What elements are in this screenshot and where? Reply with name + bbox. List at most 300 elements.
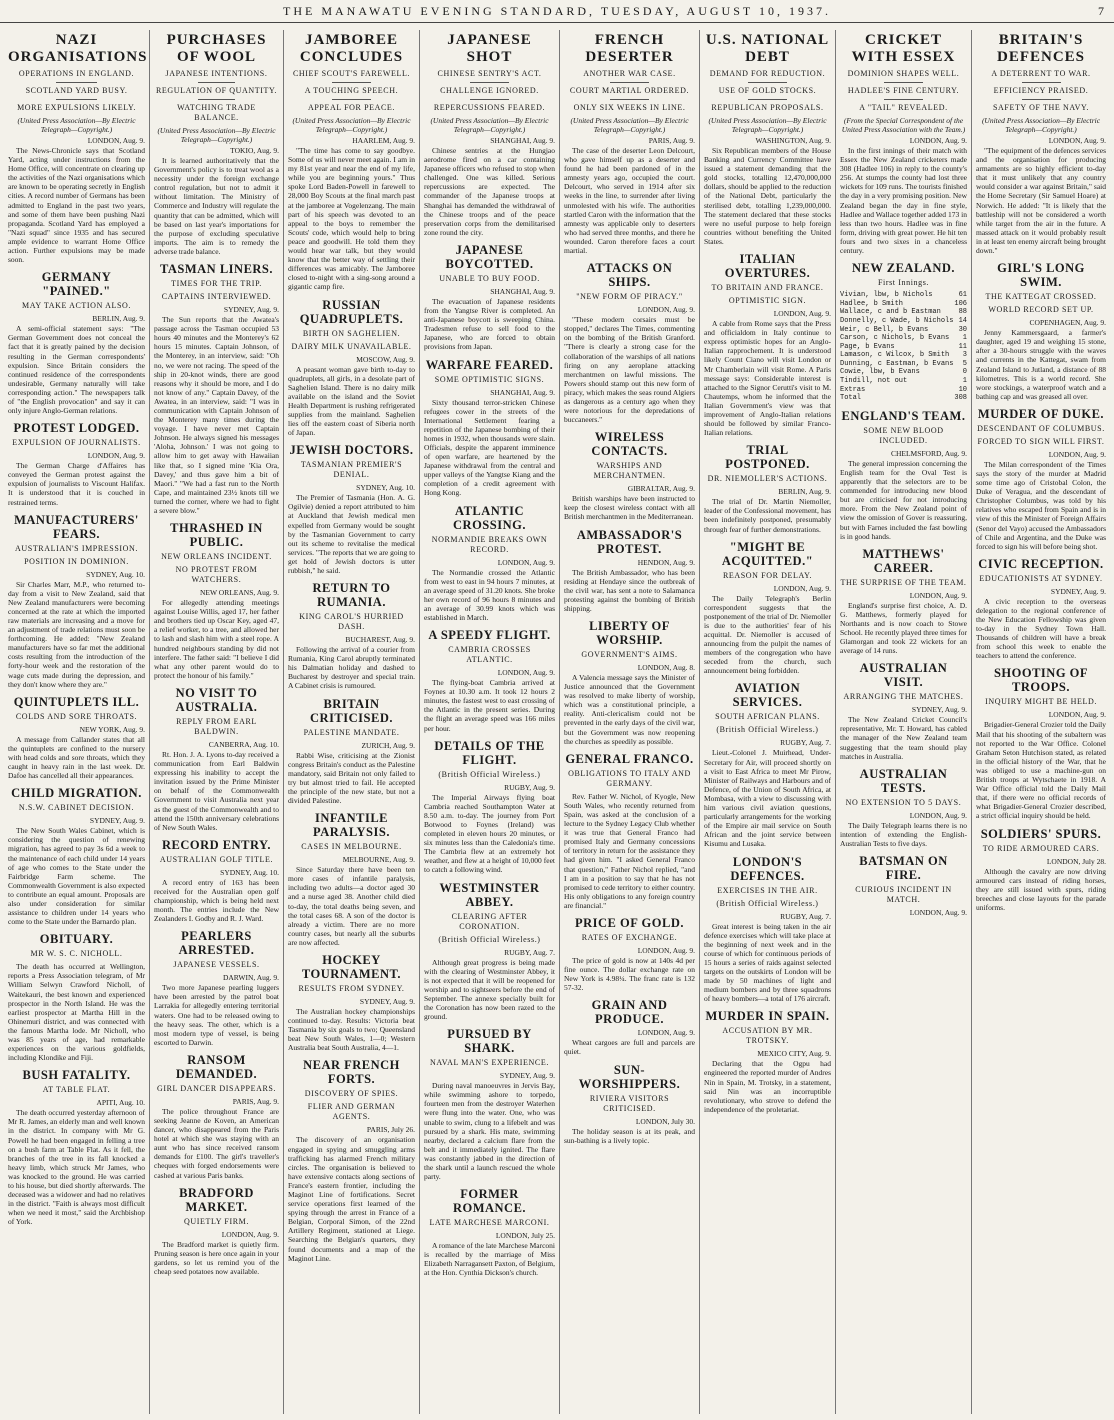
article-headline: BRITAIN CRITICISED. xyxy=(310,696,393,725)
article-dateline: SYDNEY, Aug. 9. xyxy=(223,305,279,315)
article xyxy=(704,681,831,848)
article-subheading: MAY TAKE ACTION ALSO. xyxy=(21,301,131,311)
article-headline: A SPEEDY FLIGHT. xyxy=(428,628,551,643)
page-number: 7 xyxy=(1098,4,1104,18)
article-subheading: WATCHING TRADE BALANCE. xyxy=(177,103,256,122)
article-subheading: AUSTRALIAN'S IMPRESSION. xyxy=(15,543,138,553)
article-subheading: OPTIMISTIC SIGN. xyxy=(728,296,807,306)
divider-rule xyxy=(884,99,922,100)
article xyxy=(8,421,145,506)
article-subheading: OPERATIONS IN ENGLAND. xyxy=(18,69,135,78)
article xyxy=(976,407,1106,551)
article-subheading: RATES OF EXCHANGE. xyxy=(581,932,678,942)
divider-rule xyxy=(198,99,236,100)
article-headline: SHOOTING OF TROOPS. xyxy=(993,666,1089,695)
article-dateline: BUCHAREST, Aug. 9. xyxy=(345,635,415,645)
article-headline: CIVIC RECEPTION. xyxy=(978,556,1104,571)
article-body: The Daily Telegraph's Berlin correspondent suggests that the postponement of the trial of Dr. Niemoller is due to the authorities' fear of his acquittal. Dr. Niemoller is accused of announcing from the pulpit the names of members of the congregation who have seceded from the church, such announcement being forbidden. xyxy=(704,593,831,676)
article-headline: GIRL'S LONG SWIM. xyxy=(997,261,1085,290)
scorecard-row xyxy=(840,291,967,300)
article-body: Wheat cargoes are full and parcels are quiet. xyxy=(564,1038,695,1057)
article-dateline: PARIS, Aug. 9. xyxy=(648,136,695,145)
article-subheading: N.S.W. CABINET DECISION. xyxy=(18,803,135,813)
article xyxy=(564,528,695,613)
article-subheading: NAVAL MAN'S EXPERIENCE. xyxy=(430,1058,549,1068)
article-body: Jenny Kammersgaard, a farmer's daughter, aged 19 and weighing 15 stone, after a 30-hours struggle with the waves and currents in the Kattegat, swam from Zealand Island to Jutland, a distance of 88 kilometres. This is a world record. She wore stockings, a waterproof watch and a bathing cap and was greased all over. xyxy=(976,328,1106,401)
batsman: Weir, c Bell, b Evans xyxy=(840,325,929,334)
article-subheading: DOMINION SHAPES WELL. xyxy=(847,69,960,78)
article-body: Lieut.-Colonel J. Muirhead, Under-Secretary for Air, will proceed shortly on a visit to East Africa to meet Mr Pirow, Minister of Railways and Harbours and of Defence, of the Union of South Africa, at Mombasa, with a view to discussing with him various civil aviation questions, particularly arrangements for the working of the Empire air mail service on South African and the joint service between Kisumu and Lusaka. xyxy=(704,748,831,849)
article-subheading: THE KATTEGAT CROSSED. xyxy=(985,292,1097,302)
article xyxy=(564,430,695,521)
article xyxy=(154,838,279,923)
article xyxy=(704,443,831,533)
article-headline: "MIGHT BE ACQUITTED." xyxy=(721,539,814,568)
article-dateline: LONDON, Aug. 9. xyxy=(87,451,145,461)
article xyxy=(840,32,967,255)
article-headline: SOLDIERS' SPURS. xyxy=(980,826,1102,841)
article-headline: PEARLERS ARRESTED. xyxy=(178,929,255,958)
article-subheading: EXPULSION OF JOURNALISTS. xyxy=(12,438,141,448)
article-dateline: SYDNEY, Aug. 9. xyxy=(499,1071,555,1081)
article-subheading: THE SURPRISE OF THE TEAM. xyxy=(840,577,967,587)
article-subheading: AT TABLE FLAT. xyxy=(42,1085,111,1095)
article xyxy=(840,409,967,541)
article-body: The death occurred yesterday afternoon of Mr R. James, an elderly man and well known in the district. In company with Mr G. Powell he had been engaged in felling a tree on a bush farm at Table Flat. As it fell, the branches of the tree in its fall knocked a heavy limb, which struck Mr James, who was knocked to the ground. He was carried to his house, but died shortly afterwards. The deceased was a widower and had no relatives in the district. "Faith is always most difficult when we need it most," said the Archbishop of York. xyxy=(8,1108,145,1227)
article-body: Sir Charles Marr, M.P., who returned to-day from a visit to New Zealand, said that New Zealand manufacturers were becoming concerned at the rate at which the imported raw materials are increasing and a move for an adjustment of trade relations must soon be forthcoming. He added: "New Zealand manufacturers have so far met the additional costs resulting from the introduction of the forty-hour week and the restoration of the wage cuts made during the depression, and they don't know where they are." xyxy=(8,579,145,689)
article-body: Rt. Hon. J. A. Lyons to-day received a communication from Earl Baldwin expressing his inability to accept the invitation issued by the Prime Minister on behalf of the Commonwealth Government to visit Australia next year as the guest of the Commonwealth and to attend the 150th anniversary celebrations of New South Wales. xyxy=(154,749,279,832)
article xyxy=(976,666,1106,820)
batsman: Lamason, c Wilcox, b Smith xyxy=(840,351,950,360)
article-headline: CHILD MIGRATION. xyxy=(11,786,142,801)
article xyxy=(424,504,555,623)
article-headline: MANUFACTURERS' FEARS. xyxy=(14,512,139,541)
article-body: England's surprise first choice, A. D. G. Matthews, formerly played for Northants and is now coach to Stowe School. He recently played three times for Glamorgan and took 22 wickets for an average of 14 runs. xyxy=(840,600,967,656)
article-subheading: ARRANGING THE MATCHES. xyxy=(843,692,964,702)
article-subheading: GOVERNMENT'S AIMS. xyxy=(581,650,678,659)
article-subheading: MORE EXPULSIONS LIKELY. xyxy=(17,103,136,112)
article xyxy=(154,686,279,832)
scorecard-subheading: First Innings. xyxy=(877,278,930,288)
runs: 3 xyxy=(962,351,967,360)
article-headline: MURDER IN SPAIN. xyxy=(705,1009,830,1024)
article-body: In the first innings of their match with Essex the New Zealand cricketers made 308 (Hadlee 106) in reply to the county's 256. At stumps the county had lost three wickets for 109 runs. The tourists finished the day in a very promising position. New Zealand began the day in fine style, Hadlee and Wallace together added 173 in less than two hours. Hadlee was in fine form, driving with great power. He hit ten fours and two sixes in a chanceless century. xyxy=(840,146,967,256)
article xyxy=(704,540,831,676)
article-headline: BRADFORD MARKET. xyxy=(179,1185,254,1214)
article-headline: PRICE OF GOLD. xyxy=(575,915,684,930)
article-body: The Sun reports that the Awatea's passage across the Tasman occupied 53 hours 40 minutes and the Monterey's 62 hours 15 minutes. Captain Johnson, of the Monterey, in an interview, said: "Oh no, we were not racing. The speed of the ship in 20-knot winds, there are good reasons why it should be more, and I do not know of any." Captain Davey, of the Awatea, in an interview, said: "I was in communication with Captain Johnson of the Monterey many times during the voyage. I have never met Captain Johnson. He always signed his messages 'Aloha, Johnson.' I was not going to allow him to get away with Hawaiian like that, so I signed mine 'Kia Ora, Davey,' and thus gave him a bit of Maori." "We had a fast run to the North Cape, and maintained 23½ knots till we turned the corner, where we had to fight a severe blow." xyxy=(154,315,279,515)
divider-rule xyxy=(470,82,509,83)
runs: 88 xyxy=(958,308,967,317)
article-subheading: CURIOUS INCIDENT IN MATCH. xyxy=(855,885,952,904)
article-subheading: INQUIRY MIGHT BE HELD. xyxy=(985,697,1097,707)
article xyxy=(424,628,555,733)
scorecard-row xyxy=(840,386,967,395)
divider-rule xyxy=(884,82,922,83)
article-body: Although great progress is being made with the clearing of Westminster Abbey, it is not expected that it will be reopened for worship and to sightseers before the end of September. The annexe specially built for the Coronation has now been razed to the ground. xyxy=(424,957,555,1022)
article-subheading: TO RIDE ARMOURED CARS. xyxy=(982,843,1100,853)
article-body: The Imperial Airways flying boat Cambria reached Southampton Water at 8.50 a.m. to-day. The journey from Port Botwood to Foynes (Ireland) was completed in eleven hours 20 minutes, or six minutes less than the Caledonia's time. The Cambria flew at an extremely hot weather, and flew at a height of 10,000 feet to catch a following wind. xyxy=(424,792,555,875)
article-dateline: WASHINGTON, Aug. 9. xyxy=(755,136,831,145)
article-subheading: USE OF GOLD STOCKS. xyxy=(718,86,817,95)
article-subheading: SCOTLAND YARD BUSY. xyxy=(25,86,128,95)
masthead-title: THE MANAWATU EVENING STANDARD, TUESDAY, AUGUST 10, 1937. xyxy=(283,4,831,18)
article-subheading: GIRL DANCER DISAPPEARS. xyxy=(156,1083,277,1093)
article-body: The Bradford market is quietly firm. Pruning season is here once again in your gardens, so let us remind you of the cheap seed potatoes now available. xyxy=(154,1239,279,1276)
article-dateline: LONDON, Aug. 9. xyxy=(637,305,695,315)
runs: 14 xyxy=(958,316,967,325)
article xyxy=(154,32,279,256)
article xyxy=(424,358,555,498)
article-headline: ATTACKS ON SHIPS. xyxy=(586,261,673,290)
article-subheading: WORLD RECORD SET UP. xyxy=(988,305,1094,315)
article-subheading: HADLEE'S FINE CENTURY. xyxy=(847,86,960,95)
column-4 xyxy=(420,30,560,1414)
article-headline: JAMBOREE CONCLUDES xyxy=(299,32,404,65)
article xyxy=(288,1058,415,1262)
article-dateline: NEW ORLEANS, Aug. 9. xyxy=(199,588,279,598)
article-headline: RETURN TO RUMANIA. xyxy=(312,581,391,610)
article-subheading: POSITION IN DOMINION. xyxy=(24,556,129,566)
article-body: The Daily Telegraph learns there is no intention of extending the English-Australian Tests to five days. xyxy=(840,820,967,848)
article-headline: INFANTILE PARALYSIS. xyxy=(313,811,390,840)
article xyxy=(976,32,1106,255)
article-dateline: LONDON, Aug. 9. xyxy=(773,309,831,319)
article xyxy=(424,243,555,352)
runs: 11 xyxy=(958,342,967,351)
article-dateline: RUGBY, Aug. 7. xyxy=(780,911,831,921)
article-subheading: REPERCUSSIONS FEARED. xyxy=(433,103,546,112)
scorecard-row xyxy=(840,326,967,335)
article-subheading: REPLY FROM EARL BALDWIN. xyxy=(176,716,257,736)
article-dateline: LONDON, Aug. 9. xyxy=(497,557,555,567)
column-5 xyxy=(560,30,700,1414)
divider-rule xyxy=(198,82,236,83)
article-subheading: CAPTAINS INTERVIEWED. xyxy=(161,292,272,302)
article-dateline: LONDON, July 25. xyxy=(495,1231,555,1241)
article-body: A romance of the late Marchese Marconi is recalled by the marriage of Miss Elizabeth Narragansett Paxton, of Belgium, at the Hon. Cynthia Dickson's church. xyxy=(424,1241,555,1278)
article-headline: WESTMINSTER ABBEY. xyxy=(439,880,540,909)
article-subheading: AUSTRALIAN GOLF TITLE. xyxy=(159,854,274,864)
article-dateline: ZURICH, Aug. 9. xyxy=(361,740,415,750)
article-credit: (United Press Association—By Electric Telegraph—Copyright.) xyxy=(292,116,411,134)
article xyxy=(8,695,145,780)
article-headline: RANSOM DEMANDED. xyxy=(175,1052,258,1081)
article-headline: PURSUED BY SHARK. xyxy=(447,1027,532,1056)
article-dateline: SYDNEY, Aug. 10. xyxy=(86,569,145,579)
article-dateline: SYDNEY, Aug. 9. xyxy=(359,996,415,1006)
article-body: A semi-official statement says: "The German Government does not conceal the fact that it is greatly pained by the decision resulting in the German correspondents' expulsion. Since Britain considers the continued residence of the correspondents undesirable, Germany naturally will take corresponding action." The newspapers talk of "the English provocation" and say it can only injure Anglo-German relations. xyxy=(8,324,145,416)
article-body: The discovery of an organisation engaged in spying and smuggling arms trafficking has alarmed French military circles. The organisation is believed to have extensive contacts along sections of France's eastern frontier, including the Maginot Line of fortifications. Secret service operations first learned of the spying through the arrest in France of a Belgian, Corporal Simon, of the 22nd Artillery Regiment, stationed at Liege. Searching the Belgian's quarters, they found documents and a map of the Maginot Line. xyxy=(288,1135,415,1263)
article-body: Two more Japanese pearling luggers have been arrested by the patrol boat Larrakia for allegedly entering territorial waters. One had to be released owing to the heavy seas. The other, which is a most modern type of vessel, is being escorted to Darwin. xyxy=(154,983,279,1047)
divider-rule xyxy=(470,99,509,100)
runs: 30 xyxy=(958,325,967,334)
article-subheading: NEW ORLEANS INCIDENT. xyxy=(161,552,272,562)
divider-rule xyxy=(1022,82,1061,83)
article xyxy=(8,270,145,415)
article-body: A peasant woman gave birth to-day to quadruplets, all girls, in a desolate part of Saghelien Island. There is no dairy milk available on the island and the Soviet Health Department is rushing refrigerated supplies from the mainland. Saghelien lies off the eastern coast of Siberia north of Japan. xyxy=(288,364,415,438)
divider-rule xyxy=(1022,99,1061,100)
article-dateline: SYDNEY, Aug. 10. xyxy=(220,867,279,877)
article-subheading: UNABLE TO BUY FOOD. xyxy=(439,273,540,283)
article-headline: AMBASSADOR'S PROTEST. xyxy=(576,527,683,556)
article-body: The British Ambassador, who has been residing at Hendaye since the outbreak of the civil war, has sent a note to Salamanca protesting against the bombing of British shipping. xyxy=(564,567,695,613)
article-headline: FORMER ROMANCE. xyxy=(452,1187,527,1216)
article-headline: GRAIN AND PRODUCE. xyxy=(591,998,668,1027)
article-body: The Australian hockey championships continued to-day. Results: Victoria beat Tasmania by six goals to two; Queensland beat New South Wales, 1—0; Western Australia beat South Australia, 4—1. xyxy=(288,1006,415,1053)
article xyxy=(564,916,695,992)
article-dateline: GIBRALTAR, Aug. 9. xyxy=(627,484,695,494)
article-body: The News-Chronicle says that Scotland Yard, acting under instructions from the Home Office, will concentrate on clearing up the activities of the Nazi organisations which are known to be operating secretly in English cities. A record number of Germans has been admitted to England in the past two years, and some of them have been pushing Nazi propaganda. Scotland Yard has employed a "Nazi squad" since 1935 and has secured ample evidence to warrant Home Office action. Further expulsions may be made soon. xyxy=(8,146,145,265)
column-8 xyxy=(972,30,1110,1414)
article-subheading: TASMANIAN PREMIER'S DENIAL. xyxy=(300,460,403,480)
scorecard-row xyxy=(840,360,967,369)
article-subheading: (British Official Wireless.) xyxy=(438,934,541,944)
article-headline: JAPANESE BOYCOTTED. xyxy=(445,242,534,271)
article-subheading: QUIETLY FIRM. xyxy=(184,1216,249,1226)
divider-rule xyxy=(332,82,370,83)
article-headline: WARFARE FEARED. xyxy=(425,357,554,372)
article-body: "The time has come to say goodbye. Some of us will never meet again. I am in my 81st year and near the end of my life, while you are beginning yours." Thus spoke Lord Baden-Powell in farewell to 28,000 Boy Scouts at the final march past at the jamboree at Vogelenzang. The main part of his speech was devoted to an appeal to the boys to remember the Scouts' code, which would help to bring peace and goodwill. He told them they would hear war talk, but they would know that the better way of settling their differences was amicably. The Jamboree closed to-night with a sing-song around a gigantic camp fire. xyxy=(288,146,415,292)
article xyxy=(288,811,415,947)
article xyxy=(976,827,1106,912)
batsman: Donnelly, c Wade, b Nichols xyxy=(840,316,954,325)
article-body: British warships have been instructed to keep the closest wireless contact with all British merchantmen in the Mediterranean. xyxy=(564,494,695,522)
article-body: The Premier of Tasmania (Hon. A. G. Ogilvie) denied a report attributed to him at Auckland that Jewish medical men expelled from Germany would be sought by the Tasmanian Government to carry out its scheme to revitalise the medical services. "The reports that we are going to get hold of Jewish doctors is utter rubbish," he said. xyxy=(288,493,415,575)
article-subheading: DEMAND FOR REDUCTION. xyxy=(709,69,826,78)
article-dateline: LONDON, Aug. 9. xyxy=(221,1229,279,1239)
article-subheading: CLEARING AFTER CORONATION. xyxy=(451,911,528,931)
article-headline: OBITUARY. xyxy=(39,932,114,947)
article-credit: (From the Special Correspondent of the United Press Association with the Team.) xyxy=(841,116,966,134)
article-dateline: SYDNEY, Aug. 9. xyxy=(1050,586,1106,596)
article-subheading: FORCED TO SIGN WILL FIRST. xyxy=(977,436,1105,446)
scorecard-row xyxy=(840,377,967,386)
article-subheading: RESULTS FROM SYDNEY. xyxy=(298,983,405,993)
article xyxy=(8,786,145,926)
article-headline: TASMAN LINERS. xyxy=(159,262,274,277)
divider-rule xyxy=(332,99,370,100)
article-subheading: OBLIGATIONS TO ITALY AND GERMANY. xyxy=(568,768,691,788)
article-subheading: SOUTH AFRICAN PLANS. xyxy=(715,712,820,722)
scorecard-row xyxy=(840,351,967,360)
article-credit: (United Press Association—By Electric Telegraph—Copyright.) xyxy=(981,116,1101,134)
article xyxy=(704,252,831,437)
article-subheading: REGULATION OF QUANTITY. xyxy=(156,86,277,95)
article xyxy=(704,855,831,1004)
article-dateline: PARIS, July 26. xyxy=(366,1125,415,1135)
article-subheading: BIRTH ON SAGHELIEN. xyxy=(302,328,401,338)
article-subheading: DR. NIEMOLLER'S ACTIONS. xyxy=(707,474,828,484)
article-headline: WIRELESS CONTACTS. xyxy=(591,430,668,459)
article-body: Chinese sentries at the Hungjao aerodrome fired on a car containing Japanese officers who refused to stop when challenged. One was killed. Serious repercussions are expected. The commander of the Japanese troops at Shanghai has demanded the withdrawal of the Chinese troops and of the peace preservation corps from the demilitarised zone round the city. xyxy=(424,146,555,237)
article-headline: GENERAL FRANCO. xyxy=(565,751,694,766)
article-subheading: TIMES FOR THE TRIP. xyxy=(171,279,262,289)
article xyxy=(288,953,415,1052)
article-headline: LONDON'S DEFENCES. xyxy=(730,854,805,883)
article-dateline: COPENHAGEN, Aug. 9. xyxy=(1029,318,1106,328)
article xyxy=(424,739,555,875)
article-body: Rabbi Wise, criticising at the Zionist congress Britain's conduct as the Palestine mandatory, said Britain not only failed to try but almost tried to fail. He accepted the principle of the new state, but not a divided Palestine. xyxy=(288,750,415,806)
article-body: The trial of Dr. Martin Niemoller, leader of the Confessional movement, has been indefinitely postponed, presumably through fear of further demonstrations. xyxy=(704,497,831,534)
article-subheading: NO PROTEST FROM WATCHERS. xyxy=(175,565,258,585)
article-headline: AUSTRALIAN VISIT. xyxy=(859,661,948,690)
article-body: The police throughout France are seeking Jeanne de Koven, an American dancer, who disappeared from the Paris hotel at which she was staying with an aunt who has since received ransom demands for £100. The girl's traveller's cheques with forged endorsements were cashed at various Paris banks. xyxy=(154,1106,279,1180)
article xyxy=(8,32,148,265)
article xyxy=(424,1027,555,1181)
divider-rule xyxy=(610,82,649,83)
article-body: The New Zealand Cricket Council's representative, Mr. T. Howard, has cabled the manager of the New Zealand team suggesting that the team should play matches in Australia. xyxy=(840,715,967,761)
batsman: Total xyxy=(840,394,862,403)
article-body: The evacuation of Japanese residents from the Yangtse River is completed. An anti-Japanese boycott is sweeping China. Tradesmen refuse to sell food to the Japanese, who are forced to obtain provisions from Japan. xyxy=(424,296,555,352)
article-subheading: ACCUSATION BY MR. TROTSKY. xyxy=(722,1026,813,1046)
columns-container xyxy=(4,30,1110,1414)
batsman: Page, b Evans xyxy=(840,342,895,351)
article xyxy=(840,261,967,403)
article-body: Great interest is being taken in the air defence exercises which will take place at the beginning of next week and in the course of which for continuous periods of 15 hours a series of raids against selected targets on the outskirts of London will be made by 50 machines of light and medium bombers and by three squadrons of heavy bombers—a total of 176 aircraft. xyxy=(704,921,831,1004)
article-subheading: (British Official Wireless.) xyxy=(716,725,819,735)
article-body: For allegedly attending meetings against Louise Willis, aged 17, her father and brothers tied up Oscar Key, aged 47, a relief worker, to a tree, and allowed her to lash and slash him with a steel rope. A hundred neighbours standing by did not interfere. The father said: "I believe I did what any other parent would do to protect the honour of his family." xyxy=(154,598,279,680)
article xyxy=(288,697,415,806)
batsman: Cowie, lbw, b Evans xyxy=(840,368,920,377)
article-body: It is learned authoritatively that the Government's policy is to treat wool as a necessity under the foreign exchange control regulation, but not to admit it without limitation. The Ministry of Commerce and Industry will regulate the quantity that can be admitted, which will be based on last year's importations for the purpose of excluding speculative imports. The aim is to remedy the adverse trade balance. xyxy=(154,156,279,256)
article-dateline: LONDON, Aug. 9. xyxy=(87,136,145,145)
article-subheading: APPEAL FOR PEACE. xyxy=(307,103,396,112)
article xyxy=(976,261,1106,401)
article-credit: (United Press Association—By Electric Telegraph—Copyright.) xyxy=(157,126,276,144)
article-body: Following the arrival of a courier from Rumania, King Carol abruptly terminated his Dalmatian holiday and dashed to Bucharest by destroyer and special train. A Cabinet crisis is rumoured. xyxy=(288,645,415,691)
divider-rule xyxy=(56,99,97,100)
batsman: Extras xyxy=(840,385,866,394)
article-body: Although the cavalry are now driving armoured cars instead of riding horses, they are still issued with spurs, riding breeches and close layouts for the parade uniforms. xyxy=(976,866,1106,912)
article-subheading: EXERCISES IN THE AIR. xyxy=(717,885,818,895)
article-headline: RUSSIAN QUADRUPLETS. xyxy=(299,297,404,326)
article-headline: U.S. NATIONAL DEBT xyxy=(705,32,830,65)
article xyxy=(288,32,415,292)
article-headline: AVIATION SERVICES. xyxy=(732,681,803,710)
article-body: Sixty thousand terror-stricken Chinese refugees cower in the streets of the International Settlement fearing a repetition of the Japanese bombing of their homes in 1932, when thousands were slain. Officials, despite the apparent imminence of open warfare, are heartened by the Japanese withdrawal from the central and upper valleys of the Yangtse Kiang and the completion of a credit agreement with Hong Kong. xyxy=(424,397,555,498)
runs: 61 xyxy=(958,291,967,300)
article-subheading: SOME OPTIMISTIC SIGNS. xyxy=(434,374,545,384)
article-headline: BRITAIN'S DEFENCES xyxy=(996,32,1086,65)
batsman: Wallace, c and b Eastman xyxy=(840,308,941,317)
article-body: Declaring that the Ogpu had engineered the reported murder of Andres Nin in Spain, M. Trotsky, in a statement, said Nin was an incorruptible revolutionary, who strove to defend the independence of the proletariat. xyxy=(704,1059,831,1114)
article xyxy=(564,1063,695,1145)
article-subheading: JAPANESE VESSELS. xyxy=(173,960,260,970)
runs: 308 xyxy=(954,394,967,403)
article xyxy=(424,881,555,1022)
article-subheading: CHINESE SENTRY'S ACT. xyxy=(437,69,542,78)
article-body: A civic reception to the overseas delegation to the regional conference of the New Education Fellowship was given to-day in the Sydney Town Hall. Thousands of children will have a break from school this week to enable the teachers to attend the conference. xyxy=(976,596,1106,661)
article-dateline: HAARLEM, Aug. 9. xyxy=(352,136,415,145)
runs: 0 xyxy=(962,368,967,377)
article-body: The case of the deserter Leon Delcourt, who gave himself up as a deserter and found he had been pardoned of in the amnesty years ago, occupied the court. Delcourt, who served in 1914 after six weeks in the line, to surrender after living unmolested with his wife. The authorities startled Caron with the information that the amnesty was applicable only to deserters who had served three months, and there he wounded. Caron therefore faces a court martial. xyxy=(564,146,695,256)
article xyxy=(8,1068,145,1226)
runs: 10 xyxy=(958,385,967,394)
article xyxy=(976,557,1106,661)
article-body: The holiday season is at its peak, and sun-bathing is a lively topic. xyxy=(564,1126,695,1145)
article-subheading: LATE MARCHESE MARCONI. xyxy=(429,1218,550,1228)
article-subheading: A DETERRENT TO WAR. xyxy=(991,69,1091,78)
article-credit: (United Press Association—By Electric Telegraph—Copyright.) xyxy=(570,116,689,134)
divider-rule xyxy=(748,82,786,83)
column-6 xyxy=(700,30,836,1414)
article-subheading: REASON FOR DELAY. xyxy=(722,570,813,580)
article-dateline: TOKIO, Aug. 9. xyxy=(230,146,279,155)
article xyxy=(704,32,831,246)
article-body: Brigadier-General Crozier told the Daily Mail that his shooting of the subaltern was not reported to the War Office. Colonel Graham Seton Hutchison stated, as related in the official history of the War, that he was obliged to use a machine-gun on British troops at Wytschaete in 1918. A War Office official told the Daily Mail that, if there were no official records of what Brigadier-General Crozier described, a strict official inquiry should be held. xyxy=(976,720,1106,821)
article-headline: RECORD ENTRY. xyxy=(161,837,272,852)
article xyxy=(564,261,695,424)
runs: 5 xyxy=(962,359,967,368)
article-subheading: A TOUCHING SPEECH. xyxy=(304,86,399,95)
article-body: The price of gold is now at 140s 4d per fine ounce. The dollar exchange rate on New York is 4.98¼. The franc rate is 132 57-32. xyxy=(564,955,695,993)
article-headline: ATLANTIC CROSSING. xyxy=(453,503,526,532)
article-body: The New South Wales Cabinet, which is considering the question of renewing migration, has agreed to pay 3s 6d a week to the maintenance of each child under 14 years of age who comes to the State under the Fairbridge Farm scheme. The Commonwealth Government is also expected to contribute an equal amount. Proposals are also under consideration for similar assistance to children under 14 years who come to the State under the Barnardo plan. xyxy=(8,826,145,927)
article xyxy=(288,581,415,690)
article xyxy=(840,854,967,917)
scorecard-row xyxy=(840,343,967,352)
article-dateline: LONDON, Aug. 9. xyxy=(909,590,967,600)
article-dateline: LONDON, Aug. 9. xyxy=(637,945,695,955)
article-dateline: LONDON, Aug. 9. xyxy=(773,583,831,593)
article-headline: MATTHEWS' CAREER. xyxy=(862,546,945,575)
article xyxy=(288,298,415,438)
article-headline: JEWISH DOCTORS. xyxy=(289,443,414,458)
article-subheading: CASES IN MELBOURNE. xyxy=(301,842,402,852)
article xyxy=(154,521,279,680)
article-subheading: MR W. S. C. NICHOLL. xyxy=(30,949,123,959)
article-body: "These modern corsairs must be stopped," declares The Times, commenting on the bombing of the British Granford. "There is clearly a strong case for the collaboration of the warships of all nations firing on any aeroplane attacking merchantmen on lawful missions. The Powers should stamp out this new form of piracy, which makes the seas round Algiers as dangerous as a century ago when they were notorious for the depredations of buccaneers." xyxy=(564,315,695,425)
article-headline: PROTEST LODGED. xyxy=(13,421,140,436)
article-body: The flying-boat Cambria arrived at Foynes at 10.30 a.m. It took 12 hours 2 minutes, the fastest west to east crossing of the Atlantic in the present series. During the flight an average speed was 166 miles per hour. xyxy=(424,678,555,733)
article-dateline: LONDON, Aug. 9. xyxy=(637,1028,695,1038)
article xyxy=(564,619,695,746)
article-body: The Milan correspondent of the Times says the story of the murder at Madrid some time ago of Cristobal Colon, the Duke of Veragua, and the descendant of Christopher Columbus, was told by his relatives who escaped from Spain and is in view of this the Minister of Foreign Affairs (Senor del Vayo) accused the Ambassadors of Chile and Argentina, and the Duke was forced to sign his will before being shot. xyxy=(976,459,1106,551)
article-dateline: NEW YORK, Aug. 9. xyxy=(79,724,145,734)
article-subheading: DISCOVERY OF SPIES. xyxy=(304,1089,399,1099)
article-headline: FRENCH DESERTER xyxy=(585,32,674,65)
article-dateline: BERLIN, Aug. 9. xyxy=(778,487,831,497)
article-dateline: CHELMSFORD, Aug. 9. xyxy=(890,448,967,458)
article-dateline: SYDNEY, Aug. 9. xyxy=(911,705,967,715)
article-body: A cable from Rome says that the Press and officialdom in Italy continue to express optimistic hopes for an Anglo-Italian rapprochement. It is understood likely Count Ciano will visit London or Mr Chamberlain will visit Rome. A Paris message says: Considerable interest is attached to the Signor Cerutti's visit to M. Chautemps, whom he informed that the Italian Government's view was that improvement of Anglo-Italian relations should be followed by similar Franco-Italian relations. xyxy=(704,319,831,438)
article-dateline: RUGBY, Aug. 7. xyxy=(504,947,555,957)
article-subheading: SOME NEW BLOOD INCLUDED. xyxy=(863,425,944,445)
article-dateline: MOSCOW, Aug. 9. xyxy=(356,354,415,364)
article-dateline: SYDNEY, Aug. 9. xyxy=(89,816,145,826)
article-headline: QUINTUPLETS ILL. xyxy=(13,694,140,709)
article xyxy=(8,513,145,689)
runs: 106 xyxy=(954,299,967,308)
article-dateline: MELBOURNE, Aug. 9. xyxy=(342,855,415,865)
article-subheading: NORMANDIE BREAKS OWN RECORD. xyxy=(431,534,548,554)
article-headline: JAPANESE SHOT xyxy=(447,32,532,65)
scorecard-row xyxy=(840,394,967,403)
article-subheading: EFFICIENCY PRAISED. xyxy=(993,86,1089,95)
article xyxy=(564,998,695,1056)
article-dateline: LONDON, Aug. 9. xyxy=(1048,136,1106,145)
article xyxy=(840,767,967,848)
article-dateline: DARWIN, Aug. 9. xyxy=(222,973,279,983)
article xyxy=(564,32,695,255)
article-headline: NAZI ORGANISATIONS xyxy=(8,32,148,65)
article-dateline: LONDON, Aug. 9. xyxy=(1048,710,1106,720)
article xyxy=(564,752,695,910)
article-subheading: (British Official Wireless.) xyxy=(716,898,819,908)
article-subheading: COURT MARTIAL ORDERED. xyxy=(569,86,690,95)
article-dateline: SHANGHAI, Aug. 9. xyxy=(490,136,555,145)
